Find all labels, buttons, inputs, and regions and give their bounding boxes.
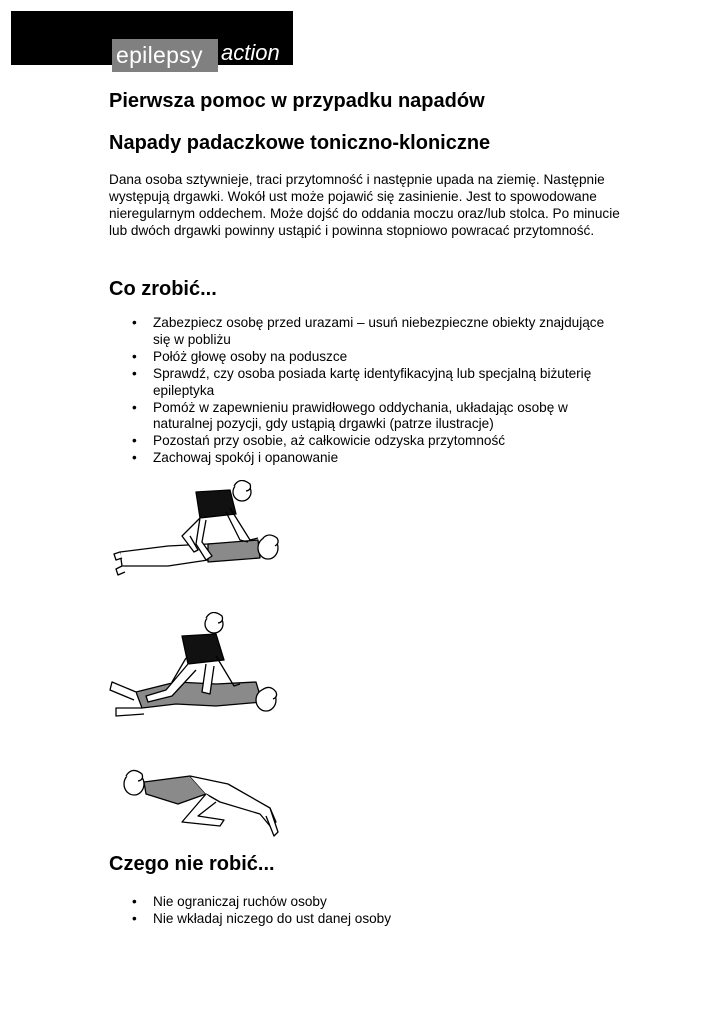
dont-heading: Czego nie robić...: [109, 853, 275, 875]
bullet-icon: •: [132, 399, 137, 415]
bullet-icon: •: [132, 894, 137, 909]
do-heading: Co zrobić...: [109, 278, 217, 300]
list-item: • Nie ograniczaj ruchów osoby: [132, 894, 327, 909]
bullet-icon: •: [132, 433, 137, 449]
page-title: Pierwsza pomoc w przypadku napadów: [109, 90, 485, 112]
intro-paragraph: Dana osoba sztywnieje, traci przytomność i następnie upada na ziemię. Następnie występują drgawki. Wokół ust może pojawić się zasinienie. Jest to spowodowane nieregularnym oddechem. Może dojść do oddania moczu oraz/lub stolca. Po minucie lub dwóch drgawki powinny ustąpić i powinna stopniowo powracać przytomność.: [109, 172, 620, 238]
logo-action-text: action: [221, 40, 280, 65]
list-item: • Pozostań przy osobie, aż całkowicie odzyska przytomność: [132, 433, 506, 449]
illustration-rolling-patient: [106, 612, 288, 722]
do-list: [132, 315, 612, 467]
list-item: • Zachowaj spokój i opanowanie: [132, 450, 339, 466]
page-subtitle: Napady padaczkowe toniczno-kloniczne: [109, 132, 491, 154]
illustration-kneeling-helper: [108, 480, 288, 580]
list-item: • Zabezpiecz osobę przed urazami – usuń niebezpieczne obiekty znajdujące się w pobliżu: [132, 315, 605, 347]
bullet-icon: •: [132, 348, 137, 364]
bullet-icon: •: [132, 315, 137, 330]
list-item: • Nie wkładaj niczego do ust danej osoby: [132, 910, 392, 926]
illustration-recovery-position: [120, 762, 282, 840]
bullet-icon: •: [132, 365, 137, 381]
bullet-icon: •: [132, 450, 137, 466]
list-item: • Sprawdź, czy osoba posiada kartę identyfikacyjną lub specjalną biżuterię epileptyka: [132, 365, 592, 398]
list-item: • Pomóż w zapewnieniu prawidłowego oddychania, układając osobę w naturalnej pozycji, gdy ustąpią drgawki (patrze ilustracje): [132, 399, 568, 432]
list-item: • Połóż głowę osoby na poduszce: [132, 348, 348, 364]
dont-list: [132, 894, 612, 928]
bullet-icon: •: [132, 910, 137, 926]
logo-epilepsy-text: epilepsy: [112, 39, 218, 72]
